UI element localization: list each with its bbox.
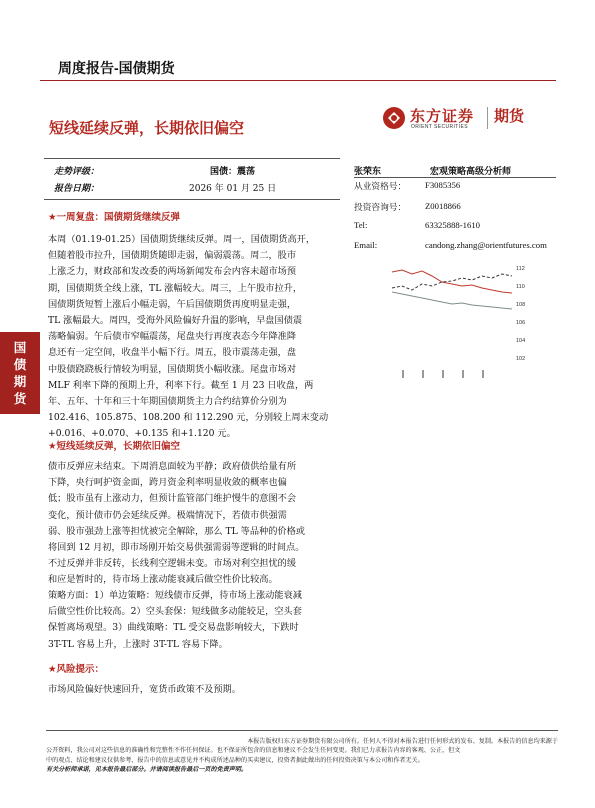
logo-division: 期货 [494,108,525,125]
series-line [392,270,512,293]
section-body-review: 本周（01.19-01.25）国债期货继续反弹。周一，国债期货高开， 但随着股市拉升，国债期货随即走弱，偏弱震荡。周二，股市 上涨乏力，财政部和发改委的两场新闻发布会内容未超市场预 期，国债期货全线上涨，TL 涨幅较大。周三，上午股市拉升， 国债期货短暂上涨后小幅走弱，午后国债期货再度明显走强， TL 涨幅最大。周四，受海外风险偏好升温的影响，早盘国债震 荡略偏弱。午后债市窄幅震荡，尾盘央行再度表态今年降准降 息还有一定空间，收盘半小幅下行。周五，股市震荡走强，盘 中股债跷跷板行情较为明显，国债期货小幅收涨。尾盘市场对 MLF 利率下降的预期上升，利率下行。截至 1 月 23 日收盘，两 年、五年、十年和三十年期国债期货主力合约结算价分别为 102.416、105.875、108.200 和 112.290 元，分别较上周末变动 +0.016、+0.070、+0.135 和+1.120 元。 [48,234,329,440]
series-line [392,274,512,290]
analyst-field-label: 投资咨询号： [354,202,407,212]
logo-name: 东方证券 [410,108,475,125]
analyst-field-label: Tel: [354,220,368,230]
section-body-risk: 市场风险偏好快速回升，宽货币政策不及预期。 [48,684,241,695]
category-sidebar-tab: 国 债 期 货 [0,332,40,414]
logo-name-en: ORIENT SECURITIES [411,124,468,130]
analyst-field-value: Z0018866 [425,201,461,211]
page-title: 短线延续反弹，长期依旧偏空 [49,120,245,137]
logo-mark-icon [382,106,406,130]
series-line [392,292,512,309]
report-type: 周度报告-国债期货 [58,60,175,76]
y-tick-label: 110 [516,284,525,290]
section-heading-outlook: ★短线延续反弹，长期依旧偏空 [48,441,181,452]
analyst-name: 张荣东 [354,167,382,177]
y-tick-label: 112 [516,266,525,272]
bond-futures-chart [392,262,530,382]
analyst-field-value: F3085356 [425,180,461,190]
logo-divider [487,107,488,129]
analyst-title: 宏观策略高级分析师 [430,167,512,177]
footer-disclaimer-cont: 公开资料，我公司对这些信息的准确性和完整性不作任何保证。也不保证所包含的信息和建议不会发生任何变更。我们已力求报告内容的客观、公正，但文 中的观点、结论和建议仅供参考，报告中的信息或意见并不构成所述品种的买卖建议，投资者据此做出的任何投资决策与本公司和作者无关。 有关分析师承诺，见本报告最后部分。并请阅读报告最后一页的免责声明。 [46,747,461,773]
rating-top-rule [44,158,340,159]
company-logo [382,104,554,134]
y-tick-label: 108 [516,302,526,308]
analyst-field-label: 从业资格号： [354,181,407,191]
analyst-email: candong.zhang@orientfutures.com [425,240,547,250]
analyst-field-label: Email: [354,240,378,250]
rating-asset: 国债：震荡 [210,167,256,177]
y-tick-label: 102 [516,356,526,362]
rating-bottom-rule [44,199,340,200]
footer-rule [46,730,558,731]
section-heading-review: ★一周复盘：国债期货继续反弹 [48,212,181,223]
section-body-outlook: 债市反弹应未结束。下周消息面较为平静；政府债供给量有所 下降，央行呵护资金面，跨月资金利率明显收敛的概率也偏 低；股市虽有上涨动力，但预计监管部门维护慢牛的意图不会 变化，预计债市仍会延续反弹。极端情况下，若债市供强需 弱、股市强劲上涨等担忧被完全解除，那么 TL 等品种的价格或 将回到 12 月初，即市场刚开始交易供强需弱等逻辑的时间点。 不过反弹并非反转，长线利空逻辑未变。市场对利空担忧的缓 和应是暂时的，待市场上涨动能衰减后做空性价比较高。 [48,461,305,586]
y-tick-label: 104 [516,338,526,344]
footer-disclaimer: 本报告版权归东方证券期货有限公司所有。任何人不得对本报告进行任何形式的发布、复制。本报告的信息均来源于 [247,738,558,745]
rating-label: 走势评级： [54,167,100,177]
analyst-rule [354,177,556,178]
report-date-label: 报告日期： [54,184,100,194]
section-body-strategy: 策略方面：1）单边策略：短线债市反弹，待市场上涨动能衰减 后做空性价比较高。2）空头套保：短线做多动能较足，空头套 保暂离场观望。3）曲线策略：TL 受交易盘影响较大，下跌时 3T-TL 容易上升，上涨时 3T-TL 容易下降。 [48,590,302,650]
header-divider [40,80,556,81]
analyst-field-value: 63325888-1610 [425,220,481,230]
section-heading-risk: ★风险提示： [48,664,105,675]
y-tick-label: 106 [516,320,526,326]
report-date: 2026 年 01 月 25 日 [189,184,277,194]
x-axis-ticks [402,370,484,378]
